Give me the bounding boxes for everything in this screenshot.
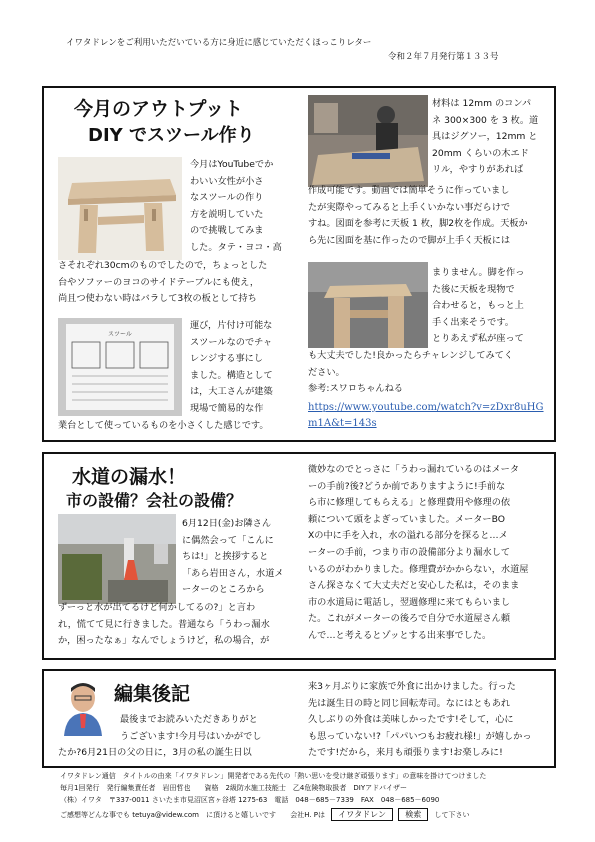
outpost-text-left-top: 今月はYouTubeでか わいい女性が小さ なスツールの作り 方を説明していた ので挑戦してみま した。タテ・ヨコ・高 bbox=[190, 159, 282, 253]
outpost-title-1: 今月のアウトプット bbox=[74, 98, 244, 120]
editor-text-right: 来3ヶ月ぶりに家族で外食に出かけました。行った 先は誕生日の時と同じ回転寿司。なにはともあれ 久しぶりの外食は美味しかったです!そして，心に も思っていない!?「パパいつもお疲れ様!」が嬉しかっ たです!だから，来月も頑張ります!お楽しみに! bbox=[308, 681, 532, 759]
footer-address: （株）イワタ 〒337-0011 さいたま市見沼区宮ヶ谷塔 1275-63 電話 048－685－7339 FAX 048－685－6090 bbox=[60, 796, 440, 804]
water-meter-photo bbox=[58, 514, 176, 604]
outpost-text-right-top: 材料は 12mm のコンパ ネ 300×300 を 3 枚。道 具はジグソー，12mm と 20mm くらいの木エド リル，やすりがあれば bbox=[432, 98, 539, 176]
outpost-title-2: DIY でスツール作り bbox=[88, 125, 255, 146]
leak-text-right: 微妙なのでとっさに「うわっ漏れているのはメータ ーの手前?後?どうか前でありますように!手前な ら市に修理してもらえる」と修理費用や修理の依 頼について頭をよぎっていました。メーターBO Xの中に手を入れ，水の溢れる部分を探ると…メ ーターの手前，つまり市の設備部分より漏水して いるのがわかりました。修理費がかからない，水道屋 さん探さなくて大丈夫だと安心した私は，そのまま 市の水道局に電話し，翌週修理に来てもらいまし た。これがメーターの後ろで自分で水道屋さん頼 んで…と考えるとゾッとする出来事でした。 bbox=[308, 464, 529, 641]
stool-photo bbox=[58, 157, 182, 260]
editor-text-left: 最後までお読みいただきありがと うございます!今月号はいかがでし bbox=[120, 714, 262, 742]
leak-text-left-full: ずーっと水が出てるけど何かしてるの?」と言わ れ，慌てて見に行きました。普通なら「うわっ漏水 か，困ったなぁ」なんでしょうけど，私の場合，が bbox=[58, 602, 270, 647]
issue-number: 令和２年７月発行第１３３号 bbox=[388, 52, 499, 62]
footer-contact-row bbox=[60, 808, 560, 821]
youtube-link[interactable]: https://www.youtube.com/watch?v=zDxr8uHG m1A&t=143s bbox=[308, 402, 544, 429]
header-tagline: イワタドレンをご利用いただいている方に身近に感じていただくほっこりレター bbox=[66, 38, 372, 48]
reference-label: 参考:スワロちゃんねる bbox=[308, 383, 403, 395]
editor-title: 編集後記 bbox=[114, 683, 191, 705]
leak-text-left: 6月12日(金)お隣さん に偶然会って「こんに ちは!」と挨拶すると 「あら岩田さん，水道メ ーターのところから bbox=[182, 518, 284, 596]
leak-title-2: 市の設備？会社の設備？ bbox=[66, 491, 243, 510]
plan-photo-label: スツール bbox=[108, 331, 132, 338]
outpost-text-right-end: も大丈夫でした!良かったらチャレンジしてみてく ださい。 参考:スワロちゃんねる bbox=[308, 348, 554, 398]
outpost-text-right-mid: まりません。脚を作っ た後に天板を現物で 合わせると，もっと上 手く出来そうです。 とりあえず私が座って bbox=[432, 267, 525, 345]
outpost-text-left-bottom: 運び，片付け可能な スツールなのでチャ レンジする事にし ました。構造として は，大工さんが建築 現場で簡易的な作 bbox=[190, 320, 273, 414]
company-hp-label: 会社H. Pは bbox=[290, 811, 326, 819]
outpost-text-left-last: 業台として使っているものを小さくした感じです。 bbox=[58, 420, 269, 431]
editor-portrait bbox=[58, 680, 108, 736]
plan-drawing-photo bbox=[58, 318, 182, 416]
editor-text-left-full: たか?6月21日の父の日に，3月の私の誕生日以 bbox=[58, 747, 252, 758]
company-name-search-box[interactable]: イワタドレン bbox=[331, 808, 393, 821]
footer bbox=[60, 770, 560, 821]
finished-stool-photo bbox=[308, 262, 428, 348]
outpost-text-left-full: さそれぞれ30cmのものでしたので，ちょっとした 台やソファーのヨコのサイドテーブルにも使え， 尚且つ使わない時はバラして3枚の板として持ち bbox=[58, 260, 268, 305]
footer-publisher: 毎月1回発行 発行編集責任者 岩田哲也 資格 2級防水施工技能士 乙4危険物取扱者 DIYアドバイザー bbox=[60, 784, 407, 792]
leak-title-1: 水道の漏水！ bbox=[72, 466, 187, 488]
search-button[interactable]: 検索 bbox=[398, 808, 428, 821]
feedback-text: ご感想等どんな事でも tetuya@videw.com に頂けると嬉しいです bbox=[60, 811, 276, 819]
outpost-text-right-full: 作成可能です。動画では簡単そうに作っていまし たが実際やってみると上手くいかない事だらけで すね。図面を参考に天板 1 枚，脚2枚を作成。天板か ら先に図面を基に作ったので脚が上手く天板には bbox=[308, 185, 528, 246]
footer-title-origin: イワタドレン通信 タイトルの由来「イワタドレン」開発者である先代の「熱い思いを受け継ぎ頑張ります」の意味を掛けてつけました bbox=[60, 772, 487, 780]
workshop-photo bbox=[308, 95, 428, 187]
footer-instruction: して下さい bbox=[434, 811, 470, 819]
